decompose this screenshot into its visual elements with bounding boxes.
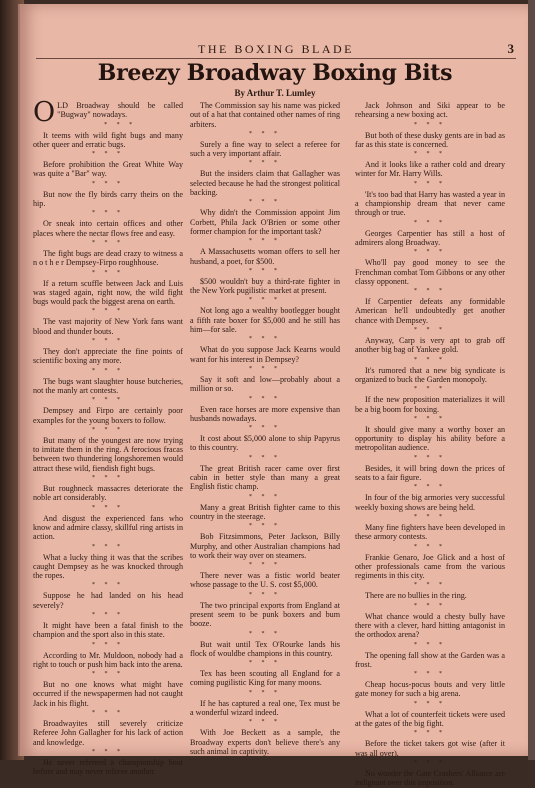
article-paragraph: The opening fall show at the Garden was a frost. [355,650,505,669]
article-paragraph: What do you suppose Jack Kearns would want for his interest in Dempsey? [190,345,340,364]
article-paragraph: There never was a fistic world beater whose passage to the U. S. cost $5,000. [190,571,340,590]
paragraph-separator: * * * [92,504,124,511]
page-number: 3 [507,41,514,56]
article-paragraph: The great British racer came over first cabin in better style than many a great English fistic champ. [190,463,340,492]
paragraph-separator: * * * [92,308,124,315]
page-edge [528,0,535,760]
article-paragraph: A Massachusetts woman offers to sell her husband, a poet, for $500. [190,247,340,266]
article-paragraph [33,97,183,128]
paragraph-separator: * * * [92,239,124,246]
article-paragraph: Suppose he had landed on his head severely? [33,591,183,610]
paragraph-separator: * * * [249,562,281,569]
paragraph-separator: * * * [92,611,124,618]
article-paragraph: Georges Carpentier has still a host of admirers along Broadway. [355,228,505,247]
paragraph-separator: * * * [249,523,281,530]
article-paragraph: If he has captured a real one, Tex must be a wonderful wizard indeed. [190,698,340,718]
article-paragraph: If the new proposition materializes it will be a big boom for boxing. [355,395,505,414]
article-paragraph: But the insiders claim that Gallagher was selected because he had the strongest political backing. [190,169,340,198]
paragraph-separator: * * * [92,338,124,345]
article-paragraph: But wait until Tex O'Rourke lands his flock of wouldbe champions in this country. [190,639,340,658]
paragraph-separator: * * * [414,730,446,737]
article-paragraph: What chance would a chesty bully have there with a clever, hard hitting antagonist in the orthodox arena? [355,611,505,640]
article-paragraph: What a lot of counterfeit tickets were used at the gates of the big fight. [355,709,505,729]
paragraph-separator: * * * [414,121,446,128]
paragraph-separator: * * * [414,582,446,589]
article-paragraph: If Carpentier defeats any formidable American he'll undoubtedly get another chance with Dempsey. [355,297,505,325]
drop-cap: O [33,97,56,128]
article-paragraph: It teems with wild fight bugs and many other queer and erratic bugs. [33,130,183,149]
paragraph-separator: * * * [92,426,124,433]
paragraph-separator: * * * [249,297,281,304]
article-paragraph: Cheap hocus-pocus bouts and very little gate money for such a big arena. [355,680,505,699]
running-header [36,42,516,59]
article-paragraph: But both of these dusky gents are in bad as far as this state is concerned. [355,130,505,149]
paragraph-separator: * * * [414,415,446,422]
paragraph-separator: * * * [414,700,446,707]
paragraph-separator: * * * [104,121,137,128]
paragraph-separator: * * * [414,602,446,609]
paragraph-separator: * * * [414,288,446,295]
paragraph-separator: * * * [249,689,281,696]
paragraph-separator: * * * [92,210,124,217]
paragraph-separator: * * * [92,397,124,404]
paragraph-separator: * * * [249,238,281,245]
paragraph-separator: * * * [414,484,446,491]
paragraph-separator: * * * [414,513,446,520]
article-paragraph: The two principal exports from England at present seem to be punk boxers and bum booze. [190,600,340,629]
paragraph-separator: * * * [92,582,124,589]
article-paragraph: $500 wouldn't buy a third-rate fighter in the New York pugilistic market at present. [190,276,340,296]
article-paragraph: Even race horses are more expensive than husbands nowadays. [190,404,340,423]
article-paragraph: Many fine fighters have been developed in these armory contests. [355,522,505,542]
article-paragraph: It cost about $5,000 alone to ship Papyrus to this country. [190,434,340,453]
article-paragraph: Dempsey and Firpo are certainly poor examples for the young boxers to follow. [33,406,183,425]
paragraph-separator: * * * [92,475,124,482]
article-title: Breezy Broadway Boxing Bits [97,60,453,86]
article-paragraph: No wonder the Gate Crashers' Alliance are indignant over this imposition. [355,768,505,788]
paragraph-separator: * * * [92,180,124,187]
paragraph-separator: * * * [249,130,281,137]
paragraph-separator: * * * [414,543,446,550]
paragraph-separator: * * * [92,641,124,648]
article-paragraph: Frankie Genaro, Joe Glick and a host of other professionals came from the various regiments in this city. [355,552,505,581]
article-paragraph: Anyway, Carp is very apt to grab off another big bag of Yankee gold. [355,336,505,355]
article-paragraph: With Joe Beckett as a sample, the Broadway experts don't believe there's any such animal in captivity. [190,728,340,756]
paragraph-separator: * * * [414,759,446,766]
article-column-2 [190,101,340,756]
paragraph-separator: * * * [414,327,446,334]
article-paragraph: But no one knows what might have occurred if the newspapermen had not caught Jack in his flight. [33,680,183,708]
article-paragraph: And disgust the experienced fans who know and admire classy, skillful ring artists in action. [33,513,183,542]
paragraph-separator: * * * [249,267,281,274]
article-paragraph: Jack Johnson and Siki appear to be rehearsing a new boxing act. [355,101,505,120]
article-paragraph: He never refereed a championship bout before and may never referee another. [33,757,183,777]
article-paragraph: The fight bugs are dead crazy to witness a n o t h e r Dempsey-Firpo roughhouse. [33,248,183,268]
article-paragraph: Broadwayites still severely criticize Referee John Gallagher for his lack of action and knowledge. [33,719,183,747]
article-paragraph: Why didn't the Commission appoint Jim Corbett, Phila Jack O'Brien or some other former champion for the important task? [190,208,340,236]
article-paragraph: It's rumored that a new big syndicate is organized to buck the Garden monopoly. [355,365,505,384]
paragraph-separator: * * * [414,356,446,363]
article-paragraph: If a return scuffle between Jack and Luis was staged again, right now, the wild fight bugs would pack the biggest arena on earth. [33,278,183,307]
article-paragraph: It might have been a fatal finish to the champion and the sport also in this state. [33,620,183,640]
article-paragraph: And it looks like a rather cold and dreary winter for Mr. Harry Wills. [355,160,505,179]
paragraph-separator: * * * [92,367,124,374]
paragraph-separator: * * * [92,151,124,158]
paragraph-separator: * * * [249,425,281,432]
article-paragraph: Besides, it will bring down the prices of seats to a fair figure. [355,463,505,483]
paragraph-separator: * * * [414,454,446,461]
article-paragraph: The bugs want slaughter house butcheries, not the manly art contests. [33,376,183,395]
paragraph-separator: * * * [249,160,281,167]
article-paragraph: Many a great British fighter came to this country in the steerage. [190,502,340,521]
paragraph-separator: * * * [414,219,446,226]
paragraph-separator: * * * [92,543,124,550]
article-paragraph: They don't appreciate the fine points of scientific boxing any more. [33,347,183,366]
paragraph-separator: * * * [249,365,281,372]
paragraph-text: LD Broadway should be called "Bugway" nowadays. [57,101,183,120]
paragraph-separator: * * * [414,249,446,256]
article-column-3 [355,101,505,788]
article-paragraph: It should give many a worthy boxer an opportunity to display his ability before a metropolitan audience. [355,424,505,453]
paragraph-separator: * * * [92,269,124,276]
magazine-name: THE BOXING BLADE [198,42,354,56]
article-paragraph: Tex has been scouting all England for a coming pugilistic King for many moons. [190,669,340,688]
article-paragraph: What a lucky thing it was that the scribes caught Dempsey as he was knocked through the ropes. [33,552,183,581]
article-paragraph: Or sneak into certain offices and other places where the nectar flows free and easy. [33,219,183,238]
article-paragraph: But roughneck massacres deteriorate the noble art considerably. [33,484,183,503]
article-paragraph: The Commission say his name was picked out of a hat that contained other names of ring arbiters. [190,101,340,129]
paragraph-separator: * * * [249,336,281,343]
article-byline: By Arthur T. Lumley [234,88,316,98]
paragraph-separator: * * * [414,386,446,393]
article-paragraph: But many of the youngest are now trying to imitate them in the ring. A ferocious fracas between two thundering longshoremen would attract these wild, fiendish fight bugs. [33,435,183,473]
paragraph-separator: * * * [249,719,281,726]
paragraph-separator: * * * [249,630,281,637]
paragraph-separator: * * * [414,151,446,158]
article-paragraph: Not long ago a wealthy bootlegger bought a fifth rate boxer for $5,000 and he still has him—for sale. [190,306,340,335]
article-paragraph: According to Mr. Muldoon, nobody had a right to touch or push him back into the arena. [33,650,183,669]
paragraph-separator: * * * [92,710,124,717]
paragraph-separator: * * * [249,493,281,500]
article-paragraph: Say it soft and low—probably about a million or so. [190,374,340,394]
paragraph-separator: * * * [249,591,281,598]
paragraph-separator: * * * [414,180,446,187]
paragraph-separator: * * * [92,748,124,755]
paragraph-separator: * * * [249,395,281,402]
article-paragraph: The vast majority of New York fans want blood and thunder bouts. [33,317,183,336]
paragraph-separator: * * * [92,671,124,678]
article-paragraph: Bob Fitzsimmons, Peter Jackson, Billy Murphy, and other Australian champions had to work their way over on steamers. [190,532,340,560]
paragraph-separator: * * * [249,199,281,206]
paragraph-separator: * * * [249,454,281,461]
article-paragraph: But now the fly birds carry theirs on the hip. [33,189,183,209]
article-paragraph: 'It's too bad that Harry has wasted a year in a championship dream that never came through or true. [355,189,505,218]
article-paragraph: Surely a fine way to select a referee for such a very important affair. [190,139,340,159]
article-paragraph: Before the ticket takers got wise (after it was all over). [355,739,505,758]
paragraph-separator: * * * [414,671,446,678]
paragraph-separator: * * * [249,660,281,667]
paragraph-separator: * * * [414,641,446,648]
article-paragraph: There are no bullies in the ring. [365,591,467,601]
article-paragraph: Before prohibition the Great White Way was quite a "Bar" way. [33,160,183,179]
article-paragraph: In four of the big armories very successful weekly boxing shows are being held. [355,493,505,512]
article-paragraph: Who'll pay good money to see the Frenchman combat Tom Gibbons or any other classy opponent. [355,258,505,286]
article-column-1 [33,97,183,777]
